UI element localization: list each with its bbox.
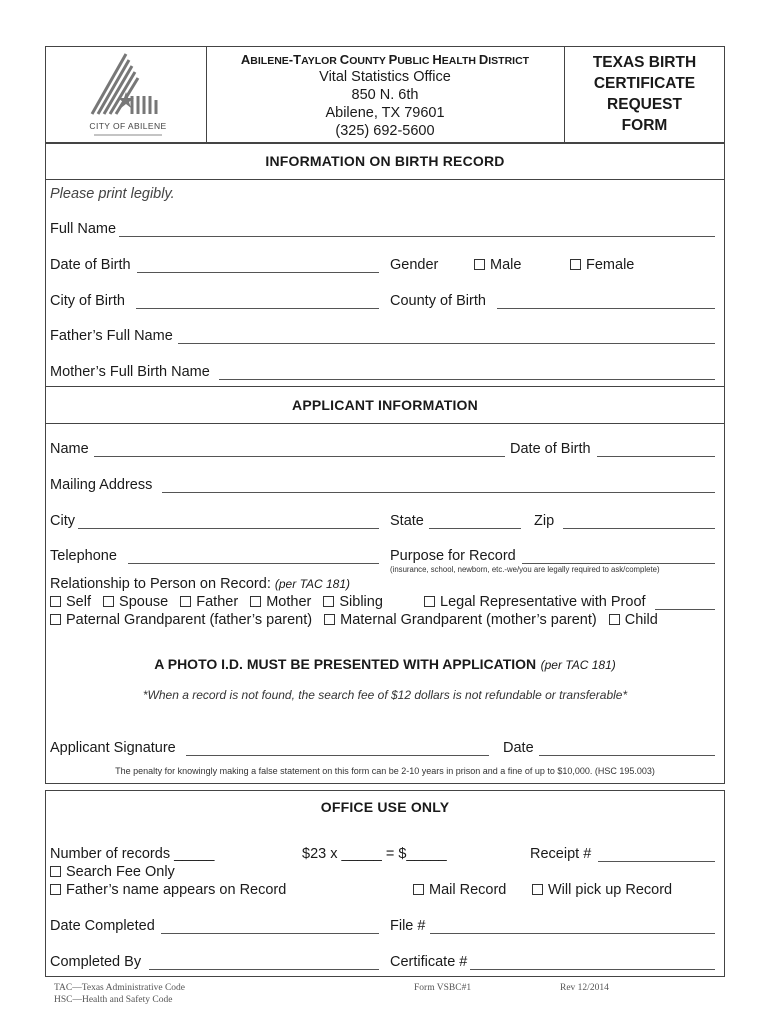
gender-label: Gender [390,257,439,273]
child-checkbox[interactable] [609,614,620,625]
footer-revision: Rev 12/2014 [560,983,609,993]
father-name-field[interactable] [178,343,715,344]
dob-label: Date of Birth [50,257,131,273]
rel-mother-option[interactable]: Mother [250,594,311,610]
birth-record-heading: INFORMATION ON BIRTH RECORD [265,153,505,169]
office-name: Vital Statistics Office [319,69,451,85]
signature-field[interactable] [186,755,489,756]
state-label: State [390,513,424,529]
applicant-name-label: Name [50,441,89,457]
applicant-name-field[interactable] [94,456,505,457]
self-checkbox[interactable] [50,596,61,607]
maternal-grandparent-checkbox[interactable] [324,614,335,625]
fee-calculation: $23 x _____ = $_____ [302,846,447,862]
mother-checkbox[interactable] [250,596,261,607]
spouse-checkbox[interactable] [103,596,114,607]
dob-field[interactable] [137,272,379,273]
purpose-field[interactable] [522,563,715,564]
mail-record-checkbox[interactable] [413,884,424,895]
file-number-label: File # [390,918,426,934]
mailing-address-field[interactable] [162,492,715,493]
father-name-on-record-checkbox[interactable] [50,884,61,895]
applicant-city-field[interactable] [78,528,379,529]
sibling-checkbox[interactable] [323,596,334,607]
logo-text: CITY OF ABILENE [89,121,167,131]
certificate-number-label: Certificate # [390,954,468,970]
signature-date-label: Date [503,740,534,756]
mother-name-label: Mother’s Full Birth Name [50,364,210,380]
office-city: Abilene, TX 79601 [325,105,445,121]
footer-form-number: Form VSBC#1 [414,983,472,993]
applicant-city-label: City [50,513,75,529]
father-name-label: Father’s Full Name [50,328,173,344]
county-of-birth-field[interactable] [497,308,715,309]
date-completed-field[interactable] [161,933,379,934]
applicant-dob-label: Date of Birth [510,441,591,457]
office-phone: (325) 692-5600 [335,123,435,139]
city-logo [88,50,168,142]
office-street: 850 N. 6th [351,87,419,103]
receipt-label: Receipt # [530,846,592,862]
completed-by-label: Completed By [50,954,142,970]
applicant-dob-field[interactable] [597,456,715,457]
print-instruction: Please print legibly. [50,186,175,202]
full-name-field[interactable] [119,236,715,237]
organization-name: ABILENE-TAYLOR COUNTY PUBLIC HEALTH DISTRICT [240,52,530,67]
file-number-field[interactable] [430,933,715,934]
female-option[interactable]: Female [570,257,634,273]
fee-note: *When a record is not found, the search fee of $12 dollars is not refundable or transferable* [142,688,628,702]
legal-rep-field[interactable] [655,609,715,610]
rel-father-option[interactable]: Father [180,594,238,610]
rel-spouse-option[interactable]: Spouse [103,594,168,610]
mailing-address-label: Mailing Address [50,477,153,493]
certificate-number-field[interactable] [470,969,715,970]
search-fee-checkbox[interactable] [50,866,61,877]
rel-legal-option[interactable]: Legal Representative with Proof [424,594,646,610]
search-fee-option[interactable]: Search Fee Only [50,864,175,880]
male-checkbox[interactable] [474,259,485,270]
mother-name-field[interactable] [219,379,715,380]
zip-field[interactable] [563,528,715,529]
form-title: TEXAS BIRTH CERTIFICATE REQUEST FORM [592,54,697,134]
relationship-row-1 [50,594,383,610]
photo-id-notice: A PHOTO I.D. MUST BE PRESENTED WITH APPLICATION (per TAC 181) [154,656,616,672]
purpose-label: Purpose for Record [390,548,516,564]
number-of-records: Number of records _____ [50,846,215,862]
city-of-birth-label: City of Birth [50,293,125,309]
telephone-field[interactable] [128,563,379,564]
completed-by-field[interactable] [149,969,379,970]
purpose-note: (insurance, school, newborn, etc.-we/you are legally required to ask/complete) [390,565,660,574]
rel-pgp-option[interactable]: Paternal Grandparent (father’s parent) [50,612,312,628]
legal-rep-checkbox[interactable] [424,596,435,607]
signature-date-field[interactable] [539,755,715,756]
county-of-birth-label: County of Birth [390,293,486,309]
father-checkbox[interactable] [180,596,191,607]
footer-hsc: HSC—Health and Safety Code [54,995,173,1005]
date-completed-label: Date Completed [50,918,155,934]
signature-label: Applicant Signature [50,740,176,756]
female-checkbox[interactable] [570,259,581,270]
full-name-label: Full Name [50,221,117,237]
relationship-label: Relationship to Person on Record: (per TAC 181) [50,576,351,592]
pickup-option[interactable]: Will pick up Record [532,882,672,898]
city-of-birth-field[interactable] [136,308,379,309]
receipt-field[interactable] [598,861,715,862]
office-use-heading: OFFICE USE ONLY [320,799,450,815]
rel-self-option[interactable]: Self [50,594,91,610]
pickup-checkbox[interactable] [532,884,543,895]
relationship-row-2 [50,612,658,628]
penalty-notice: The penalty for knowingly making a false statement on this form can be 2-10 years in prison and a fine of up to $10,000. (HSC 195.003) [115,766,655,776]
rel-mgp-option[interactable]: Maternal Grandparent (mother’s parent) [324,612,597,628]
mail-record-option[interactable]: Mail Record [413,882,506,898]
paternal-grandparent-checkbox[interactable] [50,614,61,625]
applicant-heading: APPLICANT INFORMATION [292,397,478,413]
footer-tac: TAC—Texas Administrative Code [54,983,186,993]
zip-label: Zip [534,513,555,529]
rel-sibling-option[interactable]: Sibling [323,594,383,610]
rel-child-option[interactable]: Child [609,612,658,628]
telephone-label: Telephone [50,548,117,564]
father-name-on-record-option[interactable]: Father’s name appears on Record [50,882,286,898]
male-option[interactable]: Male [474,257,521,273]
state-field[interactable] [429,528,521,529]
